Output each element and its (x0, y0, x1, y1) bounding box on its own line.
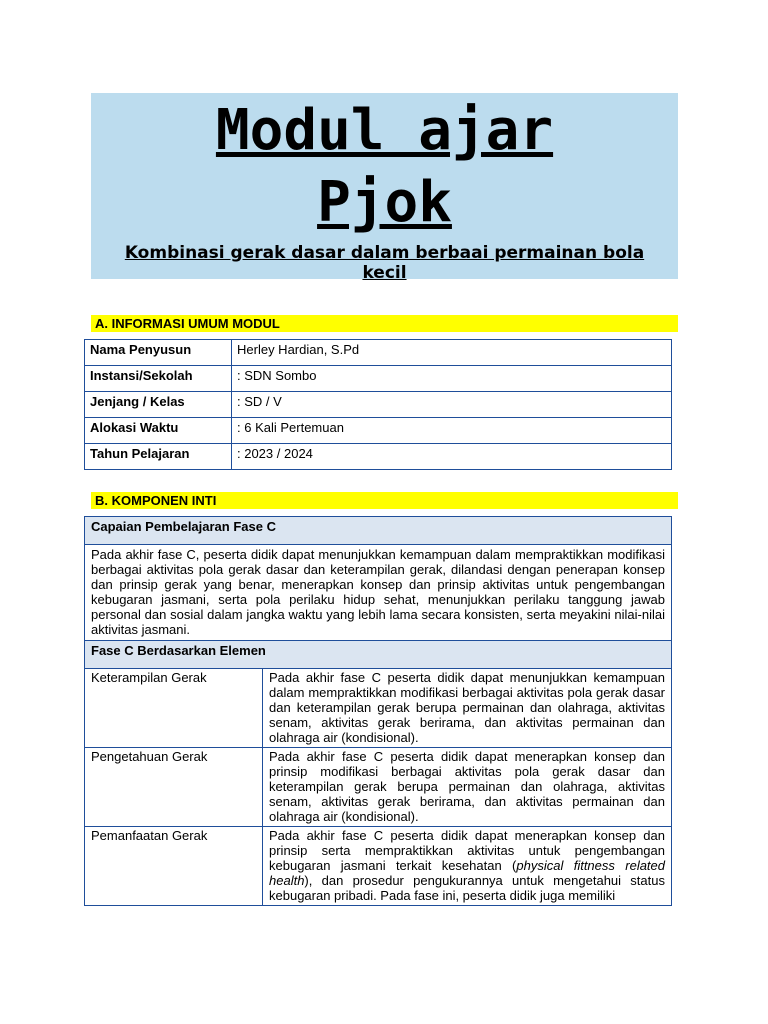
cp-text: Pada akhir fase C, peserta didik dapat menunjukkan kemampuan dalam mempraktikkan modifikasi berbagai aktivitas pola gerak dasar dan keterampilan gerak, dilandasi dengan penerapan konsep dan prinsip gerak yang benar, menerapkan konsep dan prinsip aktivitas untuk pengembangan kebugaran jasmani, serta pola perilaku hidup sehat, menunjukkan perilaku tanggung jawab personal dan sosial dalam jangka waktu yang lebih lama secara konsisten, serta meyakini nilai-nilai aktivitas jasmani. (85, 545, 672, 641)
info-label: Jenjang / Kelas (85, 392, 232, 418)
table-row (85, 366, 672, 392)
info-label: Tahun Pelajaran (85, 444, 232, 470)
page-subtitle: Kombinasi gerak dasar dalam berbaai permainan bola kecil (124, 243, 645, 283)
table-row (85, 748, 672, 827)
element-name: Pengetahuan Gerak (85, 748, 263, 827)
table-row (85, 669, 672, 748)
table-row (85, 418, 672, 444)
table-row (85, 827, 672, 906)
element-text: Pada akhir fase C peserta didik dapat menunjukkan kemampuan dalam mempraktikkan modifikasi berbagai aktivitas pola gerak dasar dan keterampilan gerak berupa permainan dan olahraga, aktivitas senam, aktivitas gerak berirama, dan aktivitas permainan dan olahraga air (kondisional). (263, 669, 672, 748)
info-value: : 6 Kali Pertemuan (232, 418, 672, 444)
table-row (85, 340, 672, 366)
table-row (85, 392, 672, 418)
info-label: Alokasi Waktu (85, 418, 232, 444)
table-row (85, 641, 672, 669)
info-label: Nama Penyusun (85, 340, 232, 366)
element-name: Pemanfaatan Gerak (85, 827, 263, 906)
page-title: Modul ajar Pjok (215, 98, 554, 235)
section-a-heading: A. INFORMASI UMUM MODUL (91, 315, 678, 332)
title-box (91, 93, 678, 283)
element-name: Keterampilan Gerak (85, 669, 263, 748)
element-text-part: ), dan prosedur pengukurannya untuk mengetahui status kebugaran pribadi. Pada fase ini, peserta didik juga memiliki (269, 873, 665, 903)
table-row (85, 545, 672, 641)
core-table (84, 516, 672, 906)
info-value: : SDN Sombo (232, 366, 672, 392)
info-value: : SD / V (232, 392, 672, 418)
info-label: Instansi/Sekolah (85, 366, 232, 392)
element-text (263, 827, 672, 906)
element-text-italic: physical fittness related health (269, 858, 666, 888)
table-row (85, 444, 672, 470)
info-table (84, 339, 672, 470)
info-value: Herley Hardian, S.Pd (232, 340, 672, 366)
section-b-heading: B. KOMPONEN INTI (91, 492, 678, 509)
info-value: : 2023 / 2024 (232, 444, 672, 470)
element-text-part: Pada akhir fase C peserta didik dapat menerapkan konsep dan prinsip serta mempraktikkan aktivitas untuk pengembangan kebugaran jasmani terkait kesehatan ( (269, 828, 665, 873)
element-text: Pada akhir fase C peserta didik dapat menerapkan konsep dan prinsip modifikasi berbagai aktivitas pola gerak dasar dan keterampilan gerak berupa permainan dan olahraga, aktivitas senam, aktivitas gerak berirama, dan aktivitas permainan dan olahraga air (kondisional). (263, 748, 672, 827)
elements-heading: Fase C Berdasarkan Elemen (85, 641, 672, 669)
table-row (85, 517, 672, 545)
cp-heading: Capaian Pembelajaran Fase C (85, 517, 672, 545)
